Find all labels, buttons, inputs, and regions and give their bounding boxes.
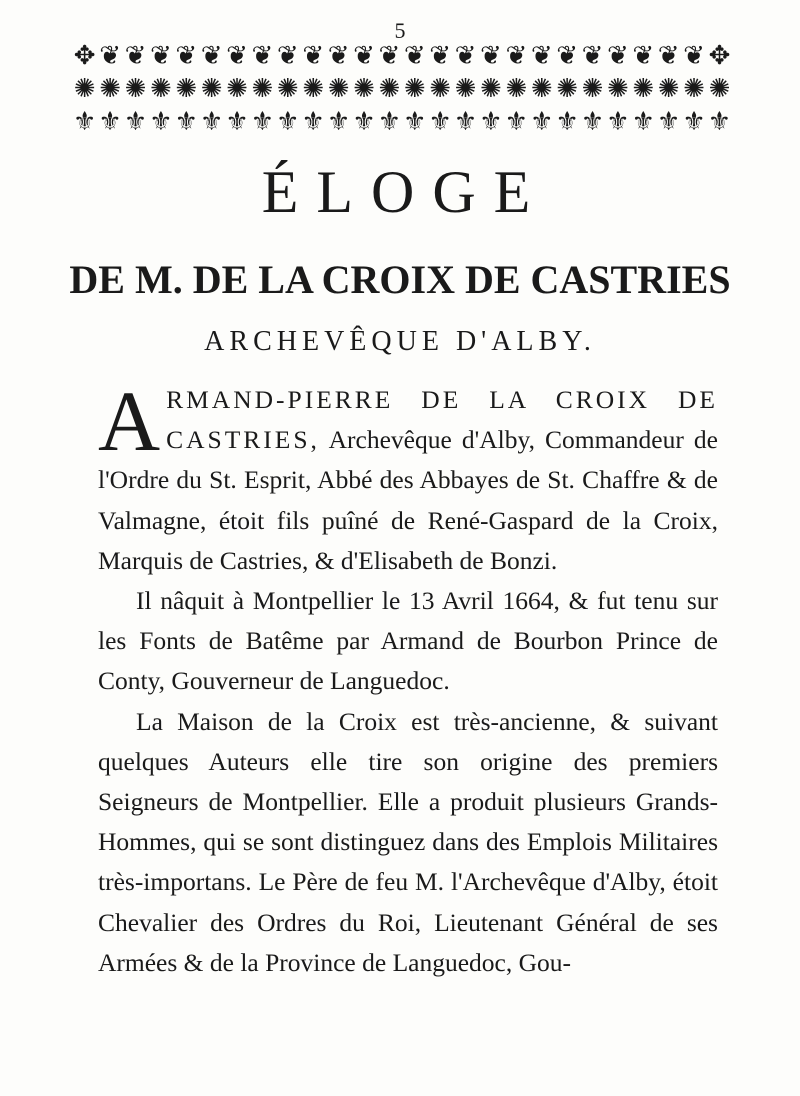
body-text xyxy=(98,373,718,983)
fleuron-icon: ❦ xyxy=(657,41,680,71)
fleuron-icon: ⚜ xyxy=(199,107,224,137)
drop-cap: A xyxy=(98,373,161,469)
fleuron-icon: ⚜ xyxy=(631,107,655,137)
fleuron-icon: ✺ xyxy=(607,74,629,104)
fleuron-icon: ⚜ xyxy=(504,107,528,137)
fleuron-icon: ❦ xyxy=(200,41,223,71)
fleuron-icon: ✺ xyxy=(124,74,147,104)
fleuron-icon: ❦ xyxy=(149,41,172,71)
page-subtitle: DE M. DE LA CROIX DE CASTRIES xyxy=(69,257,731,302)
fleuron-icon: ⚜ xyxy=(479,107,503,137)
fleuron-icon: ✺ xyxy=(683,74,705,104)
fleuron-icon: ✺ xyxy=(403,74,426,104)
fleuron-icon: ⚜ xyxy=(98,107,122,137)
fleuron-icon: ⚜ xyxy=(403,107,427,137)
paragraph-lead: RMAND-PIERRE DE LA CROIX DE CASTRIES, xyxy=(166,385,718,455)
fleuron-icon: ❦ xyxy=(175,41,198,71)
paragraph-3: La Maison de la Croix est très-ancienne, & suivant quelques Auteurs elle tire son origine des premiers Seigneurs de Montpellier. Elle a produit plusieurs Grands-Hommes, qui se sont distinguez dans des Emplois Militaires très-importans. Le Père de feu M. l'Archevêque d'Alby, étoit Chevalier des Ordres du Roi, Lieutenant Général de ses Armées & de la Province de Languedoc, Gou- xyxy=(98,706,718,977)
fleuron-icon: ❦ xyxy=(454,41,477,71)
fleuron-icon: ❦ xyxy=(530,41,553,71)
fleuron-icon: ✥ xyxy=(708,41,731,71)
fleuron-icon: ⚜ xyxy=(580,107,605,137)
fleuron-icon: ⚜ xyxy=(250,107,275,137)
fleuron-icon: ❦ xyxy=(607,41,629,71)
fleuron-icon: ⚜ xyxy=(377,107,402,137)
fleuron-icon: ✺ xyxy=(226,74,248,104)
fleuron-icon: ⚜ xyxy=(530,107,554,137)
fleuron-icon: ❦ xyxy=(581,41,604,71)
fleuron-icon: ✺ xyxy=(454,74,477,104)
fleuron-icon: ⚜ xyxy=(225,107,249,137)
fleuron-icon: ✺ xyxy=(149,74,172,104)
fleuron-icon: ❦ xyxy=(378,41,401,71)
page-title: ÉLOGE xyxy=(261,159,549,225)
page-number: 5 xyxy=(394,18,406,43)
fleuron-icon: ⚜ xyxy=(276,107,300,137)
fleuron-icon: ⚜ xyxy=(301,107,325,137)
fleuron-icon: ⚜ xyxy=(149,107,173,137)
ornament-row xyxy=(72,73,732,106)
fleuron-icon: ✺ xyxy=(378,74,401,104)
fleuron-icon: ✺ xyxy=(632,74,655,104)
fleuron-icon: ❦ xyxy=(251,41,274,71)
fleuron-icon: ✺ xyxy=(581,74,604,104)
fleuron-icon: ❦ xyxy=(480,41,502,71)
fleuron-icon: ✺ xyxy=(251,74,274,104)
fleuron-icon: ⚜ xyxy=(657,107,681,137)
fleuron-icon: ⚜ xyxy=(453,107,478,137)
fleuron-icon: ✺ xyxy=(200,74,223,104)
fleuron-icon: ✺ xyxy=(276,74,299,104)
fleuron-icon: ⚜ xyxy=(682,107,706,137)
fleuron-icon: ❦ xyxy=(403,41,426,71)
fleuron-icon: ❦ xyxy=(276,41,299,71)
fleuron-icon: ❦ xyxy=(683,41,705,71)
decorative-headband-ornament xyxy=(72,40,732,140)
fleuron-icon: ✺ xyxy=(429,74,452,104)
fleuron-icon: ⚜ xyxy=(428,107,452,137)
ornament-row xyxy=(72,40,732,73)
paragraph-2: Il nâquit à Montpellier le 13 Avril 1664, & fut tenu sur les Fonts de Batême par Armand de Bourbon Prince de Conty, Gouverneur de Languedoc. xyxy=(98,586,718,696)
fleuron-icon: ❦ xyxy=(327,41,350,71)
fleuron-icon: ❦ xyxy=(353,41,375,71)
fleuron-icon: ❦ xyxy=(124,41,147,71)
fleuron-icon: ❦ xyxy=(632,41,655,71)
fleuron-icon: ✺ xyxy=(657,74,680,104)
fleuron-icon: ⚜ xyxy=(123,107,148,137)
fleuron-icon: ❦ xyxy=(302,41,325,71)
fleuron-icon: ✥ xyxy=(73,41,96,71)
fleuron-icon: ⚜ xyxy=(174,107,198,137)
ornament-row xyxy=(72,106,732,139)
fleuron-icon: ✺ xyxy=(175,74,198,104)
fleuron-icon: ❦ xyxy=(505,41,528,71)
fleuron-icon: ✺ xyxy=(99,74,121,104)
paragraph-text: Archevêque d'Alby, Commandeur de l'Ordre du St. Esprit, Abbé des Abbayes de St. Chaffre & de Valmagne, étoit fils puîné de René-Gaspard de la Croix, Marquis de Castries, & d'Elisabeth de Bonzi. xyxy=(98,425,718,575)
fleuron-icon: ❦ xyxy=(556,41,579,71)
fleuron-icon: ✺ xyxy=(480,74,502,104)
fleuron-icon: ✺ xyxy=(556,74,579,104)
paragraph-1 xyxy=(98,373,718,581)
fleuron-icon: ❦ xyxy=(226,41,248,71)
fleuron-icon: ✺ xyxy=(302,74,325,104)
fleuron-icon: ⚜ xyxy=(555,107,579,137)
page-subtitle-secondary: ARCHEVÊQUE D'ALBY. xyxy=(204,326,596,357)
fleuron-icon: ✺ xyxy=(505,74,528,104)
fleuron-icon: ⚜ xyxy=(73,107,97,137)
fleuron-icon: ⚜ xyxy=(326,107,351,137)
fleuron-icon: ⚜ xyxy=(707,107,732,137)
fleuron-icon: ✺ xyxy=(530,74,553,104)
fleuron-icon: ✺ xyxy=(73,74,96,104)
fleuron-icon: ⚜ xyxy=(352,107,376,137)
fleuron-icon: ✺ xyxy=(353,74,375,104)
fleuron-icon: ✺ xyxy=(708,74,731,104)
fleuron-icon: ❦ xyxy=(99,41,121,71)
fleuron-icon: ❦ xyxy=(429,41,452,71)
fleuron-icon: ⚜ xyxy=(606,107,630,137)
fleuron-icon: ✺ xyxy=(327,74,350,104)
